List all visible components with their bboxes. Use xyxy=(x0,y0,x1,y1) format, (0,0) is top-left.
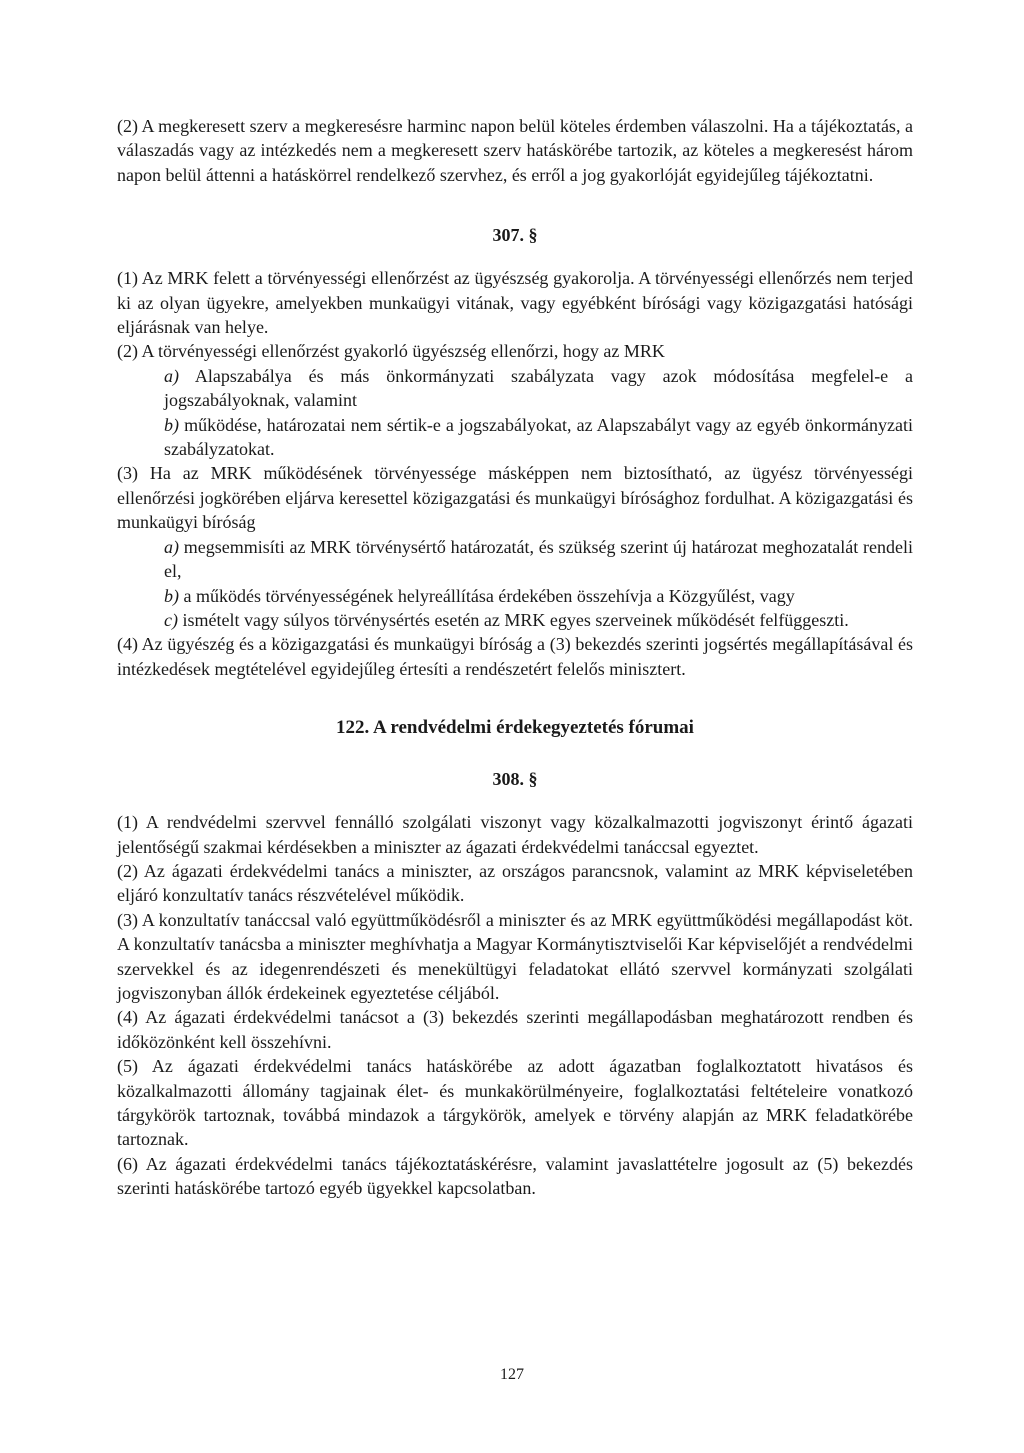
paragraph-308-1: (1) A rendvédelmi szervvel fennálló szolgálati viszonyt vagy közalkalmazotti jogviszonyt érintő ágazati jelentőségű szakmai kérdésekben a miniszter az ágazati érdekvédelmi tanáccsal egyeztet. xyxy=(117,812,913,857)
item-letter: c) xyxy=(164,609,178,630)
paragraph-307-3: (3) Ha az MRK működésének törvényessége másképpen nem biztosítható, az ügyész törvényességi ellenőrzési jogkörében eljárva keresettel közigazgatási és munkaügyi bírósághoz fordulhat. A közigazgatási és munkaügyi bíróság xyxy=(117,463,913,533)
paragraph-307-1: (1) Az MRK felett a törvényességi ellenőrzést az ügyészség gyakorolja. A törvényességi ellenőrzés nem terjed ki az olyan ügyekre, amelyekben munkaügyi vitának, vagy egyébként bírósági vagy közigazgatási hatósági eljárásnak van helye. xyxy=(117,268,913,338)
paragraph-307-2-a xyxy=(117,364,913,413)
item-text: Alapszabálya és más önkormányzati szabályzata vagy azok módosítása megfelel-e a jogszabályoknak, valamint xyxy=(164,365,913,411)
item-text: megsemmisíti az MRK törvénysértő határozatát, és szükség szerint új határozat meghozatalát rendeli el, xyxy=(164,536,913,582)
paragraph-306-2: (2) A megkeresett szerv a megkeresésre harminc napon belül köteles érdemben válaszolni. Ha a tájékoztatás, a válaszadás vagy az intézkedés nem a megkeresett szerv hatáskörébe tartozik, az köteles a megkeresést három napon belül áttenni a hatáskörrel rendelkező szervhez, és erről a jog gyakorlóját egyidejűleg tájékoztatni. xyxy=(117,116,913,185)
paragraph-308-3: (3) A konzultatív tanáccsal való együttműködésről a miniszter és az MRK együttműködési megállapodást köt. A konzultatív tanácsba a miniszter meghívhatja a Magyar Kormánytisztviselői Kar képviselőjét a rendvédelmi szervekkel és az idegenrendészeti és menekültügyi feladatokat ellátó szervvel kormányzati szolgálati jogviszonyban állók érdekeinek egyeztetése céljából. xyxy=(117,909,913,1003)
paragraph-307-2-b xyxy=(117,413,913,462)
item-letter: a) xyxy=(164,536,179,557)
paragraph-308-5: (5) Az ágazati érdekvédelmi tanács hatáskörébe az adott ágazatban foglalkoztatott hivatásos és közalkalmazotti állomány tagjainak élet- és munkakörülményeire, foglalkoztatási feltételeire vonatkozó tárgykörök tartoznak, továbbá mindazok a tárgykörök, amelyek e törvény alapján az MRK feladatkörébe tartoznak. xyxy=(117,1056,913,1150)
paragraph-307-4: (4) Az ügyészég és a közigazgatási és munkaügyi bíróság a (3) bekezdés szerinti jogsértés megállapításával és intézkedések megtételével egyidejűleg értesíti a rendészetért felelős minisztert. xyxy=(117,634,913,679)
paragraph-307-3-a xyxy=(117,535,913,584)
paragraph-307-3-c xyxy=(117,608,913,632)
item-letter: b) xyxy=(164,585,179,606)
item-text: működése, határozatai nem sértik-e a jogszabályokat, az Alapszabályt vagy az egyéb önkormányzati szabályzatokat. xyxy=(164,414,913,460)
section-307-title: 307. § xyxy=(492,225,538,246)
heading-122: 122. A rendvédelmi érdekegyeztetés fórumai xyxy=(336,717,694,739)
item-letter: b) xyxy=(164,414,179,435)
item-text: ismételt vagy súlyos törvénysértés esetén az MRK egyes szerveinek működését felfüggeszti. xyxy=(177,609,849,630)
document-page xyxy=(117,114,913,1201)
paragraph-308-2: (2) Az ágazati érdekvédelmi tanács a miniszter, az országos parancsnok, valamint az MRK képviseletében eljáró konzultatív tanács részvételével működik. xyxy=(117,860,913,906)
section-308-title: 308. § xyxy=(492,769,538,790)
paragraph-308-6: (6) Az ágazati érdekvédelmi tanács tájékoztatáskérésre, valamint javaslattételre jogosult az (5) bekezdés szerinti hatáskörébe tartozó egyéb ügyekkel kapcsolatban. xyxy=(117,1153,913,1199)
paragraph-308-4: (4) Az ágazati érdekvédelmi tanácsot a (3) bekezdés szerinti megállapodásban meghatározott rendben és időközönként kell összehívni. xyxy=(117,1007,913,1052)
paragraph-307-3-b xyxy=(117,584,913,608)
page-number: 127 xyxy=(500,1366,524,1383)
item-text: a működés törvényességének helyreállítása érdekében összehívja a Közgyűlést, vagy xyxy=(179,585,795,606)
paragraph-307-2: (2) A törvényességi ellenőrzést gyakorló ügyészség ellenőrzi, hogy az MRK xyxy=(117,341,665,362)
item-letter: a) xyxy=(164,365,179,386)
